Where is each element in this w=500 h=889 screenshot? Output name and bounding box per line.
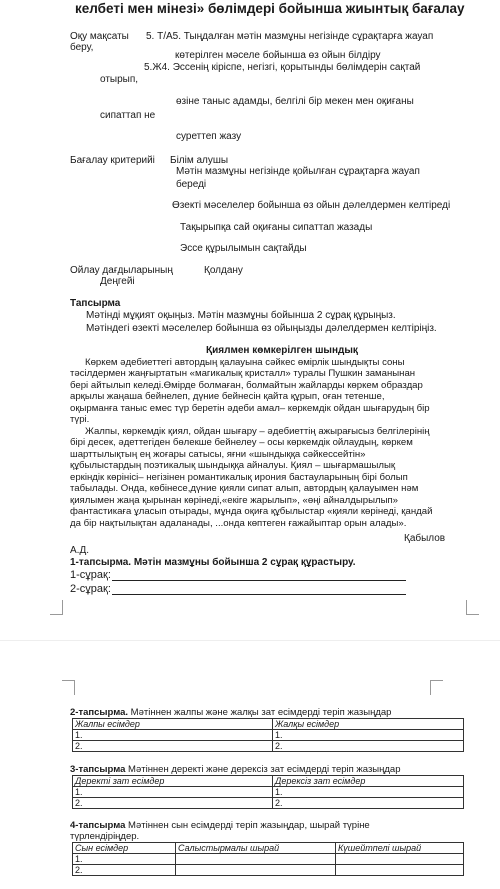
task3-table: [72, 775, 464, 809]
text-line: Көркем әдебиеттегі автордың қалауына сәйкес өмірлік шындықты соны: [85, 357, 405, 368]
text-author-initials: А.Д.: [70, 545, 89, 556]
task2-cell[interactable]: 1.: [73, 730, 273, 741]
text-line: бері айтылып келеді.Өмірде болмаған, болмайтын жайларды көркем образдар: [70, 380, 423, 391]
text-line: тәсілдермен жаңғыртатын «магикалық кристалл» туралы Пушкин заманынан: [70, 368, 416, 379]
task-heading: Тапсырма: [70, 298, 121, 309]
task4-cell[interactable]: [176, 865, 336, 876]
task2-cell[interactable]: 2.: [73, 741, 273, 752]
criteria-item-1: Мәтін мазмұны негізінде қойылған сұрақтарға жауап: [176, 166, 420, 177]
text-line: арқылы жаңаша бейнелеп, дүние бейнесін қайта құрып, оған тетенше,: [70, 391, 385, 402]
task3-cell[interactable]: 1.: [273, 787, 464, 798]
task-line-2: Мәтіндегі өзекті мәселелер бойынша өз ойыңызды дәлелдермен келтіріңіз.: [86, 323, 437, 334]
task1-question-2-label: 2-сұрақ:: [70, 583, 111, 595]
skills-level-label: Деңгейі: [100, 276, 135, 287]
task4-title-text: Мәтіннен сын есімдерді теріп жазыңдар, шырай түріне: [125, 820, 370, 831]
task4-title-number: 4-тапсырма: [70, 820, 126, 831]
task4-cell[interactable]: 2.: [73, 865, 176, 876]
task2-header-cell: Жалқы есімдер: [273, 719, 464, 730]
task1-question-1-label: 1-сұрақ:: [70, 569, 111, 581]
task3-title-text: Мәтіннен деректі және дерексіз зат есімдерді теріп жазыңдар: [125, 764, 401, 775]
objective-line-2: көтерілген мәселе бойынша өз ойын білдіру: [175, 50, 381, 61]
text-line: Жалпы, көркемдік қиял, ойдан шығару – әдебиеттің ажырағысыз белгілерінің: [85, 426, 430, 437]
criteria-item-3: Тақырыпқа сай оқиғаны сипаттап жазады: [180, 222, 373, 233]
text-author: Қабылов: [404, 533, 446, 544]
text-line: шарттылықтың ең жоғары сатысы, яғни «шындыққа сәйкессейтін»: [70, 449, 366, 460]
task4-header-cell: Салыстырмалы шырай: [176, 843, 336, 854]
text-line: да бір нақтылықтан адаланады, ...онда көптеген ғажайыптар орын алады».: [70, 518, 407, 529]
task3-header-cell: Деректі зат есімдер: [73, 776, 273, 787]
objective-line-4a: өзіне таныс адамды, белгілі бір мекен мен оқиғаны: [176, 96, 414, 107]
page-corner-mark: [466, 600, 479, 615]
page-corner-mark: [50, 600, 63, 615]
task4-table: [72, 842, 464, 876]
criteria-item-4: Эссе құрылымын сақтайды: [180, 243, 307, 254]
task4-cell[interactable]: [176, 854, 336, 865]
question-2-answer-line[interactable]: [112, 594, 406, 595]
task2-header-cell: Жалпы есімдер: [73, 719, 273, 730]
skills-value: Қолдану: [204, 265, 243, 276]
task3-title-number: 3-тапсырма: [70, 764, 126, 775]
task4-title-line-2: түрлендіріңдер.: [70, 831, 140, 842]
task2-title-text: Мәтіннен жалпы және жалқы зат есімдерді теріп жазыңдар: [128, 707, 392, 718]
task3-cell[interactable]: 1.: [73, 787, 273, 798]
task1-title: 1-тапсырма. Мәтін мазмұны бойынша 2 сұрақ құрастыру.: [70, 557, 356, 568]
criteria-item-2: Өзекті мәселелер бойынша өз ойын дәлелдермен келтіреді: [172, 200, 451, 211]
task3-header-cell: Дерексіз зат есімдер: [273, 776, 464, 787]
text-line: табылады. Онда, көбінесе,дүние қияли сипат алып, автордың қалауымен нәм: [70, 483, 419, 494]
objective-line-3b: отырып,: [100, 74, 139, 85]
text-line: бірі десек, әдеттегіден бөлекше бейнелеу – осы көркемдік ойлаудың, көркем: [70, 437, 413, 448]
objective-line-1: 5. Т/А5. Тыңдалған мәтін мазмұны негізінде сұрақтарға жауап: [146, 31, 434, 42]
task2-table: [72, 718, 464, 752]
criteria-item-1-cont: береді: [176, 179, 207, 190]
text-line: құбылыстардың поэтикалық шындыққа айналуы. Қиял – шығармашылық: [70, 460, 396, 471]
text-line: түрі.: [70, 414, 90, 425]
task4-cell[interactable]: [336, 854, 464, 865]
text-line: оқырманға таныс емес түр беретін әдеби амал– көркемдік ойдан шығарудың бір: [70, 403, 430, 414]
skills-label: Ойлау дағдыларының: [70, 265, 173, 276]
page-corner-mark: [62, 680, 75, 695]
objective-line-3a: 5.Ж4. Эссенің кіріспе, негізгі, қорытынды бөлімдерін сақтай: [144, 62, 421, 73]
task4-cell[interactable]: [336, 865, 464, 876]
text-line: фантастикаға ұласып отырады, мұнда оқиға құбылыстар «қияли көрінеді, қандай: [70, 506, 433, 517]
objective-line-4b: сипаттап не: [100, 110, 156, 121]
task2-cell[interactable]: 2.: [273, 741, 464, 752]
task4-cell[interactable]: 1.: [73, 854, 176, 865]
objective-line-5: суреттеп жазу: [176, 131, 242, 142]
question-1-answer-line[interactable]: [112, 580, 406, 581]
task4-header-cell: Сын есімдер: [73, 843, 176, 854]
objective-line-1b: беру,: [70, 42, 94, 53]
task3-cell[interactable]: 2.: [273, 798, 464, 809]
task4-title: [70, 820, 370, 831]
page-title: келбеті мен мінезі» бөлімдері бойынша жиынтық бағалау: [75, 1, 465, 16]
criteria-label: Бағалау критерийі: [70, 155, 155, 166]
task2-title-number: 2-тапсырма.: [70, 707, 129, 718]
task-line-1: Мәтінді мұқият оқыңыз. Мәтін мазмұны бойынша 2 сұрақ құрыңыз.: [86, 310, 396, 321]
task2-title: [70, 707, 391, 718]
task3-title: [70, 764, 401, 775]
objectives-label: Оқу мақсаты: [70, 31, 129, 42]
text-line: қиялымен жаңа қырынан көрінеді,«екіге жарылып», «өңі айналдырылып»: [70, 495, 399, 506]
task2-cell[interactable]: 1.: [273, 730, 464, 741]
text-heading: Қиялмен көмкерілген шындық: [206, 345, 358, 356]
page-corner-mark: [430, 680, 443, 695]
task3-cell[interactable]: 2.: [73, 798, 273, 809]
criteria-learner: Білім алушы: [170, 155, 229, 166]
page-separator: [0, 640, 500, 641]
text-line: еркіндік көрінісі– негізінен романтикалық ирония бастауларының бірі болып: [70, 472, 408, 483]
task4-header-cell: Күшейтпелі шырай: [336, 843, 464, 854]
